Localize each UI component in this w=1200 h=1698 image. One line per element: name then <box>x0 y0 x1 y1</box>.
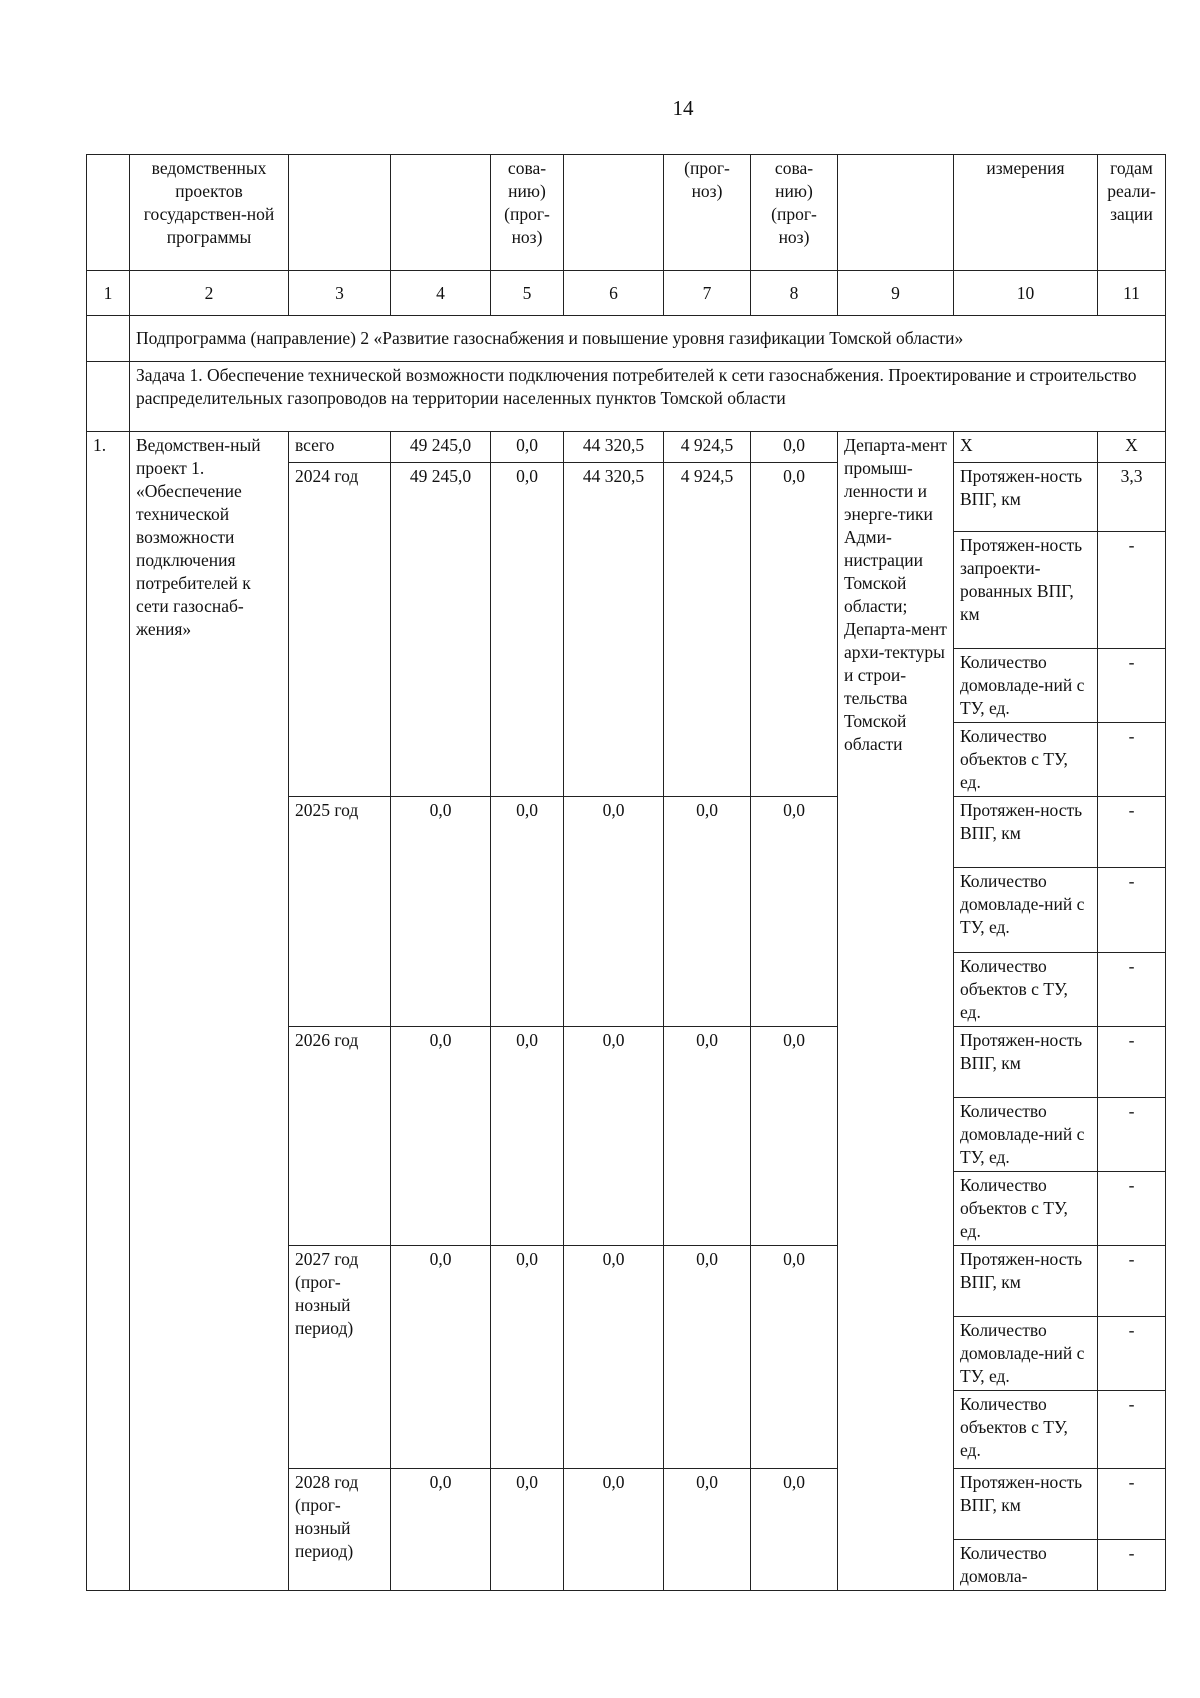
value-cell: 0,0 <box>751 1469 838 1591</box>
value-cell: 0,0 <box>391 797 491 1027</box>
value-cell: 0,0 <box>491 1469 564 1591</box>
indicator-value: - <box>1098 1540 1166 1591</box>
value-cell: 0,0 <box>664 1246 751 1469</box>
header-cell-7: (прог-ноз) <box>664 155 751 271</box>
column-number: 11 <box>1098 271 1166 316</box>
value-cell: 49 245,0 <box>391 463 491 797</box>
program-table <box>86 154 1166 1591</box>
indicator-value: - <box>1098 649 1166 723</box>
header-cell-10: измерения <box>954 155 1098 271</box>
value-cell: 0,0 <box>491 432 564 463</box>
value-cell: 0,0 <box>664 1469 751 1591</box>
column-number-row <box>87 271 1166 316</box>
indicator-value: Х <box>1098 432 1166 463</box>
header-cell-5: сова-нию) (прог-ноз) <box>491 155 564 271</box>
value-cell: 0,0 <box>751 463 838 797</box>
period-label: всего <box>289 432 391 463</box>
indicator-value: - <box>1098 797 1166 868</box>
value-cell: 0,0 <box>664 1027 751 1246</box>
column-number: 9 <box>838 271 954 316</box>
header-cell-4 <box>391 155 491 271</box>
task-title: Задача 1. Обеспечение технической возможности подключения потребителей к сети газоснабжения. Проектирование и строительство распределительных газопроводов на территории населенных пунктов Томской области <box>130 362 1166 432</box>
indicator-value: - <box>1098 723 1166 797</box>
column-number: 8 <box>751 271 838 316</box>
value-cell: 0,0 <box>491 1246 564 1469</box>
indicator-value: - <box>1098 1246 1166 1317</box>
indicator-value: - <box>1098 532 1166 649</box>
indicator-name: Количество объектов с ТУ, ед. <box>954 953 1098 1027</box>
indicator-value: - <box>1098 1317 1166 1391</box>
indicator-value: - <box>1098 953 1166 1027</box>
subprogram-row <box>87 316 1166 362</box>
value-cell: 44 320,5 <box>564 463 664 797</box>
header-cell-6 <box>564 155 664 271</box>
header-cell-2: ведомственных проектов государствен-ной программы <box>130 155 289 271</box>
indicator-name: Количество объектов с ТУ, ед. <box>954 1172 1098 1246</box>
indicator-name: Протяжен-ность ВПГ, км <box>954 1469 1098 1540</box>
column-number: 1 <box>87 271 130 316</box>
value-cell: 0,0 <box>564 1027 664 1246</box>
value-cell: 4 924,5 <box>664 463 751 797</box>
executor-cell: Департа-мент промыш-ленности и энерге-тики Адми-нистрации Томской области; Департа-мент архи-тектуры и строи-тельства Томской области <box>838 432 954 1591</box>
indicator-value: - <box>1098 1391 1166 1469</box>
indicator-name: Протяжен-ность ВПГ, км <box>954 1246 1098 1317</box>
period-label: 2025 год <box>289 797 391 1027</box>
subprogram-empty-cell <box>87 316 130 362</box>
item-number: 1. <box>87 432 130 1591</box>
value-cell: 0,0 <box>564 1246 664 1469</box>
indicator-name: Количество домовладе-ний с ТУ, ед. <box>954 868 1098 953</box>
indicator-name: Протяжен-ность запроекти-рованных ВПГ, км <box>954 532 1098 649</box>
value-cell: 0,0 <box>391 1469 491 1591</box>
value-cell: 0,0 <box>564 797 664 1027</box>
indicator-name: Х <box>954 432 1098 463</box>
value-cell: 0,0 <box>491 1027 564 1246</box>
indicator-name: Протяжен-ность ВПГ, км <box>954 1027 1098 1098</box>
value-cell: 0,0 <box>751 432 838 463</box>
indicator-name: Количество объектов с ТУ, ед. <box>954 723 1098 797</box>
indicator-name: Количество домовладе-ний с ТУ, ед. <box>954 1098 1098 1172</box>
header-cell-11: годам реали-зации <box>1098 155 1166 271</box>
period-label: 2026 год <box>289 1027 391 1246</box>
indicator-value: - <box>1098 868 1166 953</box>
value-cell: 0,0 <box>491 797 564 1027</box>
indicator-name: Протяжен-ность ВПГ, км <box>954 463 1098 532</box>
column-number: 5 <box>491 271 564 316</box>
value-cell: 49 245,0 <box>391 432 491 463</box>
indicator-value: - <box>1098 1027 1166 1098</box>
value-cell: 0,0 <box>664 797 751 1027</box>
header-cell-3 <box>289 155 391 271</box>
header-continuation-row <box>87 155 1166 271</box>
header-cell-9 <box>838 155 954 271</box>
column-number: 7 <box>664 271 751 316</box>
period-label: 2028 год (прог-нозный период) <box>289 1469 391 1591</box>
indicator-name: Количество домовла- <box>954 1540 1098 1591</box>
value-cell: 4 924,5 <box>664 432 751 463</box>
value-cell: 0,0 <box>751 1027 838 1246</box>
indicator-value: - <box>1098 1098 1166 1172</box>
period-label: 2027 год (прог-нозный период) <box>289 1246 391 1469</box>
indicator-name: Протяжен-ность ВПГ, км <box>954 797 1098 868</box>
item-name: Ведомствен-ный проект 1. «Обеспечение технической возможности подключения потребителей к сети газоснаб-жения» <box>130 432 289 1591</box>
indicator-name: Количество домовладе-ний с ТУ, ед. <box>954 649 1098 723</box>
indicator-name: Количество объектов с ТУ, ед. <box>954 1391 1098 1469</box>
indicator-value: - <box>1098 1469 1166 1540</box>
header-cell-8: сова-нию) (прог-ноз) <box>751 155 838 271</box>
column-number: 2 <box>130 271 289 316</box>
period-row-total <box>87 432 1166 463</box>
column-number: 4 <box>391 271 491 316</box>
value-cell: 0,0 <box>391 1246 491 1469</box>
value-cell: 0,0 <box>491 463 564 797</box>
value-cell: 0,0 <box>751 797 838 1027</box>
value-cell: 0,0 <box>564 1469 664 1591</box>
indicator-value: 3,3 <box>1098 463 1166 532</box>
value-cell: 0,0 <box>391 1027 491 1246</box>
indicator-value: - <box>1098 1172 1166 1246</box>
column-number: 10 <box>954 271 1098 316</box>
subprogram-title: Подпрограмма (направление) 2 «Развитие газоснабжения и повышение уровня газификации Томской области» <box>130 316 1166 362</box>
value-cell: 44 320,5 <box>564 432 664 463</box>
period-label: 2024 год <box>289 463 391 797</box>
page-number: 14 <box>672 96 694 120</box>
task-row <box>87 362 1166 432</box>
column-number: 3 <box>289 271 391 316</box>
task-empty-cell <box>87 362 130 432</box>
column-number: 6 <box>564 271 664 316</box>
indicator-name: Количество домовладе-ний с ТУ, ед. <box>954 1317 1098 1391</box>
header-cell-1 <box>87 155 130 271</box>
value-cell: 0,0 <box>751 1246 838 1469</box>
